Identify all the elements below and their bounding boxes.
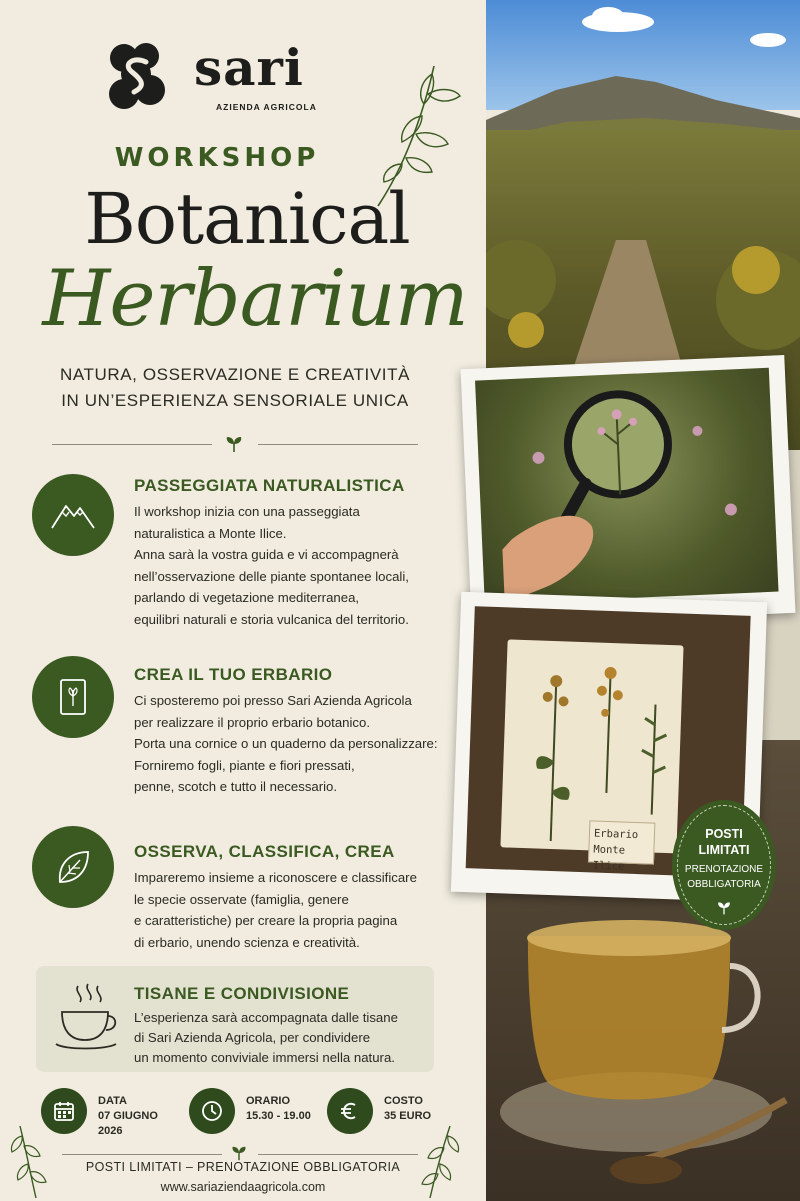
herbarium-book-icon [48,672,98,722]
sprout-icon [716,900,732,916]
tea-cup-photo [486,900,800,1201]
sprout-icon [224,434,244,454]
herbarium-label: Erbario Monte Ilice [588,820,655,864]
divider [52,438,418,452]
cloud-icon [578,6,658,34]
calendar-icon [52,1099,76,1123]
limited-seats-badge: POSTI LIMITATI PRENOTAZIONE OBBLIGATORIA [672,800,776,930]
mountains-icon [48,490,98,540]
section-body: Il workshop inizia con una passeggiata naturalistica a Monte Ilice. Anna sarà la vostra guida e vi accompagnerà nell’osservazione delle piante spontanee locali, parlando di vegetazione mediterranea, equilibri naturali e storia vulcanica del territorio. [134,504,409,627]
brand-subtitle: AZIENDA AGRICOLA [216,102,317,112]
sprig-decoration-icon [6,1122,56,1200]
title-herbarium: Herbarium [42,254,468,344]
tisane-box [36,966,434,1072]
magnifier-polaroid [461,355,796,627]
sprig-decoration-icon [410,1122,464,1200]
cost-value: 35 EURO [384,1110,432,1122]
tagline [0,362,470,414]
section-title: OSSERVA, CLASSIFICA, CREA [134,842,395,861]
clock-icon [200,1099,224,1123]
date-value: 07 GIUGNO [98,1110,158,1122]
time-label: ORARIO [246,1095,290,1107]
date-label: DATA [98,1095,127,1107]
tisane-title: TISANE E CONDIVISIONE [134,984,350,1003]
tagline-line-2: IN UN’ESPERIENZA SENSORIALE UNICA [61,391,409,410]
brand-name: sari [194,38,304,97]
leaf-icon [48,842,98,892]
tisane-body: L’esperienza sarà accompagnata dalle tisane di Sari Azienda Agricola, per condividere un momento conviviale immersi nella natura. [134,1010,398,1065]
section-body: Impareremo insieme a riconoscere e classificare le specie osservate (famiglia, genere e caratteristiche) per creare la propria pagina di erbario, unendo scienza e creatività. [134,870,417,950]
teacup-icon [54,978,124,1058]
cost-label: COSTO [384,1095,423,1107]
cloud-icon [748,30,788,48]
time-value: 15.30 - 19.00 [246,1110,311,1122]
date-year: 2026 [98,1125,123,1137]
workshop-kicker: WORKSHOP [114,143,320,173]
footer-website[interactable]: www.sariaziendaagricola.com [160,1180,326,1194]
euro-icon [338,1099,362,1123]
sari-logo-icon [106,42,166,112]
section-title: CREA IL TUO ERBARIO [134,665,333,684]
section-body: Ci sposteremo poi presso Sari Azienda Agricola per realizzare il proprio erbario botanico. Porta una cornice o un quaderno da personalizzare: Forniremo fogli, piante e fiori pressati, penne, scotch e tutto il necessario. [134,693,438,794]
title-botanical: Botanical [84,178,410,260]
magnifying-glass-icon [475,368,778,605]
footer-notice: POSTI LIMITATI – PRENOTAZIONE OBBLIGATORIA [85,1160,401,1174]
tagline-line-1: NATURA, OSSERVAZIONE E CREATIVITÀ [59,365,411,384]
brand-logo [106,38,346,114]
section-title: PASSEGGIATA NATURALISTICA [134,476,405,495]
